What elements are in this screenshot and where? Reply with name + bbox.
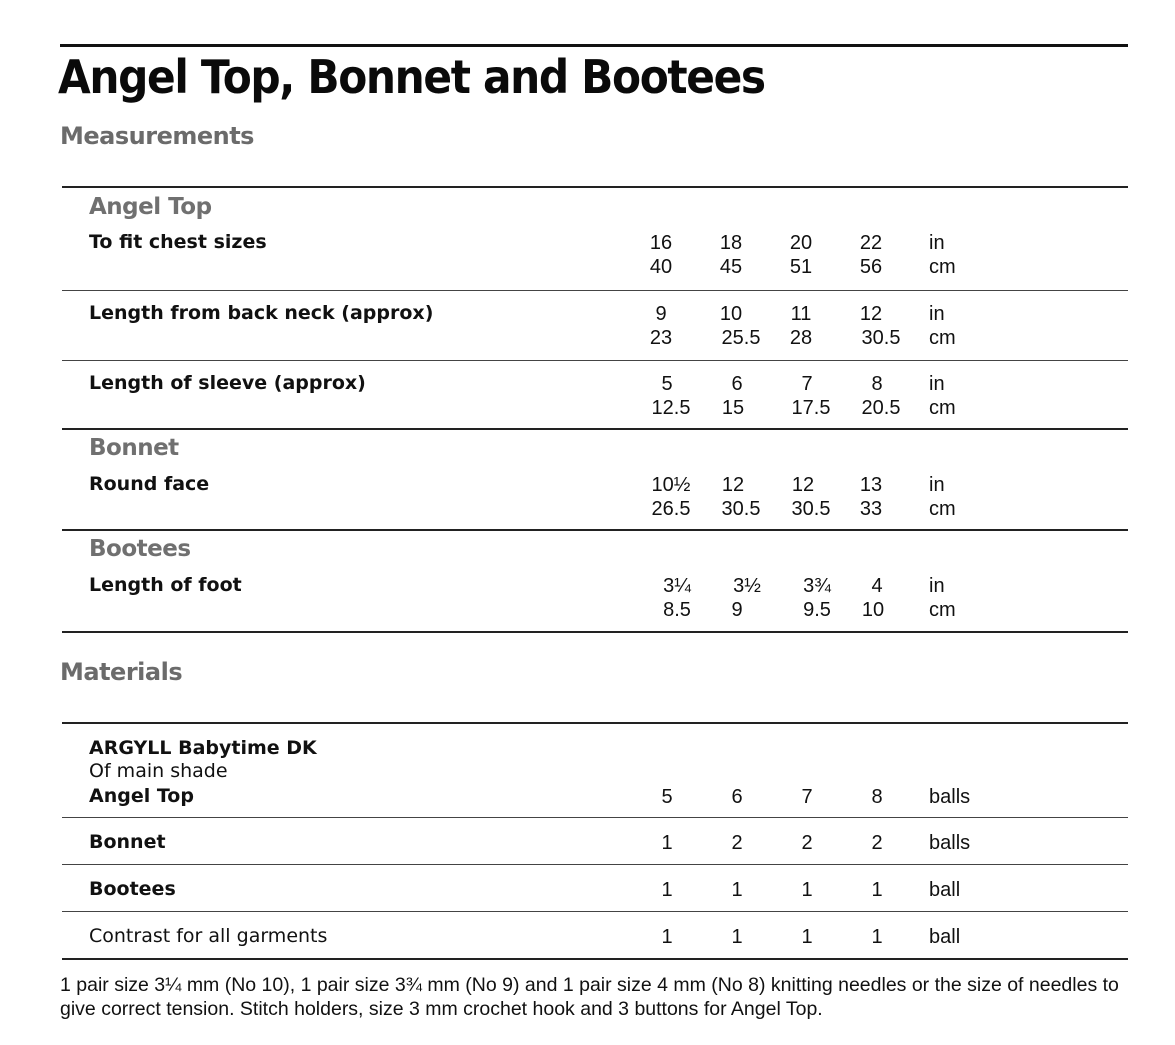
value-in: 9 [655, 303, 667, 325]
value-balls: 1 [661, 832, 673, 854]
value-cm: 28 [789, 327, 813, 349]
unit-in: in [929, 303, 945, 325]
row-label: To fit chest sizes [89, 231, 267, 253]
unit-balls: ball [929, 926, 961, 948]
unit-balls: balls [929, 832, 971, 854]
material-row-bootees [0, 878, 1175, 926]
value-cm: 56 [859, 256, 883, 278]
value-in: 11 [790, 303, 812, 325]
divider [62, 290, 1128, 291]
row-label: Contrast for all garments [89, 925, 328, 947]
unit-in: in [929, 474, 945, 496]
divider [62, 529, 1128, 531]
value-cm: 30.5 [861, 327, 901, 349]
value-in: 6 [731, 373, 743, 395]
value-cm: 10 [861, 599, 885, 621]
yarn-note: Of main shade [89, 760, 228, 782]
value-in: 10½ [651, 474, 691, 496]
value-in: 3¾ [803, 575, 831, 597]
value-balls: 1 [801, 879, 813, 901]
value-in: 7 [801, 373, 813, 395]
divider [62, 817, 1128, 818]
value-balls: 1 [801, 926, 813, 948]
value-cm: 8.5 [663, 599, 691, 621]
group-heading-angel-top: Angel Top [89, 194, 212, 220]
measurement-row-chest [0, 231, 1175, 279]
unit-balls: balls [929, 786, 971, 808]
value-in: 3½ [733, 575, 761, 597]
divider [62, 911, 1128, 912]
value-cm: 30.5 [791, 498, 831, 520]
row-label: Bonnet [89, 831, 166, 853]
unit-cm: cm [929, 397, 956, 419]
value-cm: 26.5 [651, 498, 691, 520]
value-cm: 15 [721, 397, 745, 419]
value-in: 8 [871, 373, 883, 395]
unit-in: in [929, 232, 945, 254]
row-label: Length from back neck (approx) [89, 302, 434, 324]
value-cm: 25.5 [721, 327, 761, 349]
value-cm: 17.5 [791, 397, 831, 419]
row-label: Length of sleeve (approx) [89, 372, 366, 394]
measurement-row-round-face [0, 473, 1175, 521]
material-row-bonnet [0, 831, 1175, 879]
value-cm: 30.5 [721, 498, 761, 520]
measurements-heading: Measurements [60, 122, 254, 150]
value-balls: 1 [871, 926, 883, 948]
value-balls: 1 [661, 879, 673, 901]
value-in: 12 [859, 303, 883, 325]
unit-cm: cm [929, 327, 956, 349]
divider [62, 631, 1128, 633]
needles-note: 1 pair size 3¼ mm (No 10), 1 pair size 3¾ mm (No 9) and 1 pair size 4 mm (No 8) knitting needles or the size of needles to give correct tension. Stitch holders, size 3 mm crochet hook and 3 buttons for Angel Top. [60, 974, 1119, 1020]
value-cm: 33 [859, 498, 883, 520]
value-cm: 9 [731, 599, 743, 621]
divider [62, 360, 1128, 361]
value-cm: 45 [719, 256, 743, 278]
divider [62, 722, 1128, 724]
divider [62, 186, 1128, 188]
value-in: 12 [721, 474, 745, 496]
page-title: Angel Top, Bonnet and Bootees [58, 50, 765, 104]
value-cm: 9.5 [803, 599, 831, 621]
value-in: 22 [859, 232, 883, 254]
value-in: 3¼ [663, 575, 691, 597]
value-cm: 51 [789, 256, 813, 278]
top-rule [60, 44, 1128, 47]
unit-cm: cm [929, 599, 956, 621]
row-label: Round face [89, 473, 210, 495]
measurement-row-sleeve [0, 372, 1175, 420]
value-balls: 6 [731, 786, 743, 808]
divider [62, 428, 1128, 430]
divider [62, 864, 1128, 865]
row-label: Bootees [89, 878, 176, 900]
value-in: 10 [719, 303, 743, 325]
unit-cm: cm [929, 498, 956, 520]
material-row-angel-top [0, 785, 1175, 833]
value-cm: 23 [649, 327, 673, 349]
value-in: 16 [649, 232, 673, 254]
measurement-row-length-back-neck [0, 302, 1175, 350]
value-balls: 5 [661, 786, 673, 808]
unit-in: in [929, 373, 945, 395]
value-in: 20 [789, 232, 813, 254]
value-balls: 1 [661, 926, 673, 948]
value-balls: 1 [731, 926, 743, 948]
measurement-row-length-of-foot [0, 574, 1175, 622]
value-cm: 40 [649, 256, 673, 278]
yarn-name: ARGYLL Babytime DK [89, 737, 317, 759]
value-balls: 2 [871, 832, 883, 854]
divider [62, 958, 1128, 960]
group-heading-bootees: Bootees [89, 536, 191, 562]
value-in: 5 [661, 373, 673, 395]
value-balls: 1 [731, 879, 743, 901]
unit-in: in [929, 575, 945, 597]
group-heading-bonnet: Bonnet [89, 435, 179, 461]
unit-balls: ball [929, 879, 961, 901]
value-balls: 8 [871, 786, 883, 808]
value-balls: 2 [801, 832, 813, 854]
value-balls: 1 [871, 879, 883, 901]
value-in: 13 [859, 474, 883, 496]
row-label: Length of foot [89, 574, 242, 596]
value-balls: 7 [801, 786, 813, 808]
value-cm: 20.5 [861, 397, 901, 419]
value-in: 18 [719, 232, 743, 254]
unit-cm: cm [929, 256, 956, 278]
value-cm: 12.5 [651, 397, 691, 419]
value-in: 12 [791, 474, 815, 496]
value-in: 4 [871, 575, 883, 597]
material-row-contrast [0, 925, 1175, 973]
row-label: Angel Top [89, 785, 194, 807]
materials-heading: Materials [60, 658, 183, 686]
value-balls: 2 [731, 832, 743, 854]
